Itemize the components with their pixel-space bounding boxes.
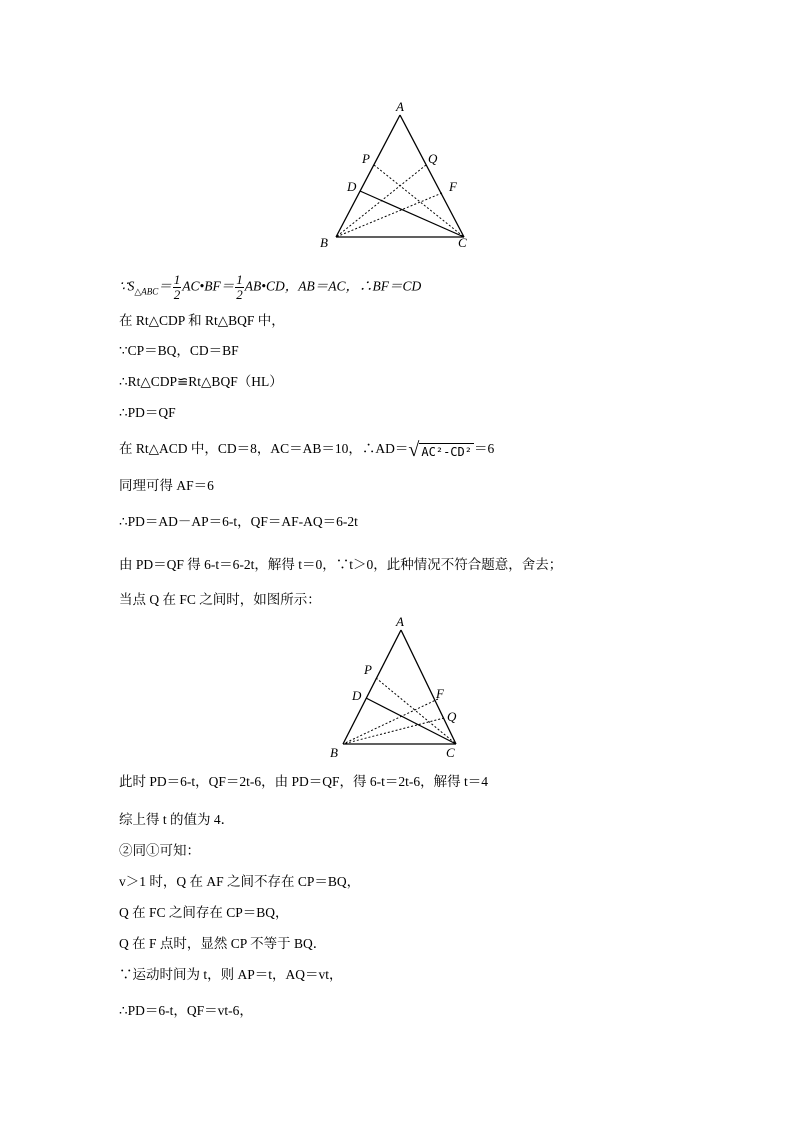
segment-cd: [366, 698, 456, 744]
label-f: F: [436, 686, 444, 701]
text-line-3: ∵CP＝BQ，CD＝BF: [119, 343, 239, 358]
triangle-diagram-1: [316, 99, 486, 253]
triangle-figure-1: [316, 99, 486, 253]
side-ab: [343, 630, 401, 744]
label-d: D: [347, 179, 357, 194]
segment-cp: [376, 678, 456, 744]
text-line-11: 此时 PD＝6-t，QF＝2t-6，由 PD＝QF，得 6-t＝2t-6，解得 t＝4: [119, 774, 489, 789]
text-line-17: ∵运动时间为 t，则 AP＝t，AQ＝vt，: [119, 967, 343, 982]
text-line-16: Q 在 F 点时，显然 CP 不等于 BQ．: [119, 936, 327, 951]
text-line-9: 由 PD＝QF 得 6-t＝6-2t，解得 t＝0，∵t＞0，此种情况不符合题意，舍去；: [119, 557, 563, 572]
triangle-figure-2: [326, 612, 466, 762]
text-line-5: ∴PD＝QF: [119, 405, 176, 420]
text-line-15: Q 在 FC 之间存在 CP＝BQ，: [119, 905, 289, 920]
label-p: P: [362, 151, 370, 166]
triangle-diagram-2: [326, 612, 466, 762]
side-ab: [336, 115, 400, 237]
label-c: C: [458, 235, 467, 250]
text-line-2: 在 Rt△CDP 和 Rt△BQF 中，: [119, 313, 285, 328]
segment-bf: [336, 193, 442, 237]
segment-bq: [336, 165, 426, 237]
label-f: F: [449, 179, 457, 194]
segment-bf: [343, 699, 438, 744]
text-line-7: 同理可得 AF＝6: [119, 478, 214, 493]
label-p: P: [364, 662, 372, 677]
text-line-10: 当点 Q 在 FC 之间时，如图所示：: [119, 592, 321, 607]
label-q: Q: [447, 709, 457, 724]
fraction-half-1: $\frac{1}{2}$: [173, 272, 181, 302]
square-root: √ AC²-CD²: [408, 439, 472, 462]
text-line-14: v＞1 时，Q 在 AF 之间不存在 CP＝BQ，: [119, 874, 361, 889]
side-ac: [400, 115, 464, 237]
label-c: C: [446, 745, 455, 760]
fraction-half-2: $\frac{1}{2}$: [236, 272, 243, 302]
label-d: D: [352, 688, 362, 703]
text-line-8: ∴PD＝AD－AP＝6-t，QF＝AF-AQ＝6-2t: [119, 514, 358, 529]
segment-cd: [360, 191, 464, 237]
text-line-12: 综上得 t 的值为 4．: [119, 812, 235, 827]
segment-cp: [374, 165, 464, 237]
label-b: B: [330, 745, 338, 760]
text-line-18: ∴PD＝6-t，QF＝vt-6，: [119, 1003, 253, 1018]
text-line-13: ②同①可知：: [119, 843, 200, 858]
label-a: A: [396, 99, 404, 114]
label-b: B: [320, 235, 328, 250]
text-line-4: ∴Rt△CDP≌Rt△BQF（HL）: [119, 374, 283, 389]
text-line-1: $\because S_{\triangle ABC}=$ $\frac{1}{2}$ AC•BF＝ $\frac{1}{2}$ AB•CD，AB＝AC，∴BF＝CD: [119, 272, 422, 302]
label-q: Q: [428, 151, 438, 166]
label-a: A: [396, 614, 404, 629]
side-ac: [401, 630, 456, 744]
text-line-6: 在 Rt△ACD 中，CD＝8，AC＝AB＝10，∴AD＝√ AC²-CD² ＝6: [119, 439, 495, 462]
